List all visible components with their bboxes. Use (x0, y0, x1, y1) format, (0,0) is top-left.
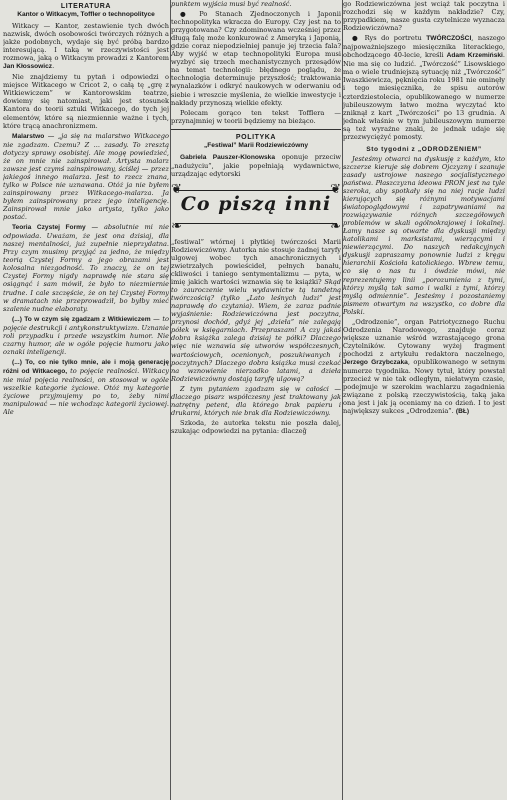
ornament-icon: ❦ (171, 181, 182, 197)
author-name: Adam Krzemiński (446, 52, 503, 60)
column-right (343, 0, 505, 800)
quote-paragraph: Jesteśmy otwarci na dyskusję z każdym, kto szczerze kieruje się dobrem Ojczyzny i szanuje zasady ustrojowe naszego socjalistycznego państwa. Płaszczyzna ideowa PRON jest na tyle szeroka, aby spotkały się na niej racje ludzi kierujących się różnymi motywacjami światopoglądowymi i zapatrywaniami na rozwiązywanie różnych szczegółowych problemów w skali ogólnokrajowej i lokalnej. Łamy nasze są otwarte dla dyskusji między katolikami i marksistami, wierzącymi i niewierzącymi. Do naszych redakcyjnych dyskusji zapraszamy ponownie ludzi z kręgu hierarchii Kościoła katolickiego. Wbrew temu, co się o nas tu i ówdzie mówi, nie reprezentujemy linii „porozumienia z tymi, którzy myślą tak samo i walki z tymi, którzy myślą odmiennie”. Jesteśmy i pozostaniemy pismem otwartym na wszystko, co dobre dla Polski. (343, 154, 505, 316)
ornament-icon: ❧ (330, 218, 341, 234)
author-name: Jan Kłossowicz (3, 63, 53, 71)
paragraph: Szkoda, że autorka tekstu nie poszła dalej, szukając odpowiedzi na pytania: dlaczeĝ (171, 418, 341, 435)
quote-paragraph: punktem wyjścia musi być realność. (171, 0, 292, 8)
paragraph: „Odrodzenie”, organ Patriotycznego Ruchu Odrodzenia Narodowego, znajduje coraz większe uznanie wśród wzrastającego grona Czytelników. Cytowany wyżej fragment pochodzi z artykułu redaktora naczelnego, Jerzego Grzybczaka, opublikowanego w setnym numerze tygodnika. Nowy tytuł, który powstał przecież w nie tak odległym, niełatwym czasie, podejmuje w szerokim wachlarzu zagadnienia związane z polską rzeczywistością, taką jaka ona jest i jak ją oceniamy na co dzień. I to jest największy sukces „Odrodzenia”. (BŁ) (343, 317, 505, 416)
author-name: Jerzego Grzybczaka (343, 358, 408, 366)
bullet-icon: ● (180, 10, 192, 19)
paragraph: Polecam gorąco ten tekst Tofflera — przynajmniej w teorii będziemy na bieżąco. (171, 108, 341, 125)
article-subtitle: „Festiwal” Marii Rodziewiczówny (203, 141, 309, 149)
paragraph: go Rodziewiczówna jest wciąż tak poczytna i rozchodzi się w każdym nakładzie? Czy, przypadkiem, nasze gusta czytelnicze wyznacza Rodziewiczówna? (343, 0, 505, 33)
quote-paragraph: Teoria Czystej Formy — absolutnie mi nie odpowiada. Uważam, że jest ona dzisiaj, dla naszej mentalności, już zupełnie nieprzydatna. Przy czym musimy przyjąć za jedno, że między teorią Czystej Formy a jego obrazami jest kolosalna niezgodność. To znaczy, że on tej Czystej Formy nigdy naprawdę nie stara się osiągnąć i sam mówił, że było to niezmiernie trudne. I cale szczęście, że on tej Czystej Formy w dramatach nie przeprowadził, bo byłby mieć szalenie nudne elaboraty. (3, 223, 169, 313)
section-heading-literatura: LITERATURA (60, 3, 112, 10)
author-name: Gabriela Pauszer-Klonowska (180, 153, 276, 161)
quote-paragraph: Malarstwo — „ja się na malarstwo Witkacego nie zgadzam. Czemu? Z ... zasady. To zresztą dotyczy sprawy osobistej. Ale mogę powiedzieć, że on mnie nie zainspirował. Artysta malarz zawsze jest czymś zainspirowany, ściślej — przez jakiegoś innego malarza. Jest to rzecz znana, tylko w Polsce nie uznawana. Otóż ja nie byłem zainspirowany przez Witkacego-malarza. Ja byłem zainspirowany przez jego inteligencję. Zainspirował mnie jako artysta, tylko jako postać. (3, 131, 169, 222)
ornament-icon: ❦ (330, 181, 341, 197)
bullet-icon: ● (352, 34, 361, 43)
section-rule (171, 129, 341, 130)
paragraph: ● Po Stanach Zjednoczonych i Japonii technopolityka wkracza do Europy. Czy jest na to przygotowana? Czy zdominowana wcześniej przez długą falę może konkurować z Ameryką i Japonią, gdzie coraz niepodzielniej panuje jej trzecia fala? Aby wyjść w etap technopolityki Europa musi wyzbyć się trzech mechanistycznych przesądów na temat technologii: błędnego poglądu, że technologia determinuje przyszłość; traktowania wynalazków i odkryć naukowych w oderwaniu od siebie i wreszcie myślenia, że wielkie inwestycje i nakłady przynoszą wielkie efekty. (171, 10, 341, 107)
paragraph: ● Rys do portretu TWÓRCZOŚCI, naszego najpoważniejszego miesięcznika literackiego, obchodzącego 40-lecie, kreśli Adam Krzemiński. Nie ma się co ludzić. „Twórczość” Lisowskiego ma o wiele trudniejszą sytuację niż „Twórczość” Iwaszkiewicza, pęknięcia roku 1981 nie ominęły i tego miesięcznika, że spisu autorów czterdziestolecia, opublikowanego w numerze jubileuszowym łatwo można wyczytać kto zniknął z kart „Twórczości” po 13 grudnia. A jednak właśnie w tym jubileuszowym numerze są też wyraźne znaki, że jednak udaje się przezwyciężyć pomosty. (343, 34, 505, 141)
quote-paragraph: (...) To w czym się zgadzam z Witkiewiczem — to pojęcie destrukcji i antykonstruktywizm. Uznanie roli przypadku i przede wszystkim humor. Nie czarny humor, ale w ogóle pojęcie humoru jako oznaki inteligencji. (3, 314, 169, 356)
column-middle (171, 0, 341, 800)
section-heading-polityka: POLITYKA (235, 133, 277, 141)
ornament-icon: ❧ (171, 218, 182, 234)
signature: (BŁ) (455, 408, 470, 416)
article-subtitle: Kantor o Witkacym, Toffler o technopolityce (17, 11, 155, 18)
section-heading-odrodzenie: Sto tygodni z „ODRODZENIEM” (366, 145, 482, 153)
banner-title: Co piszą inni (180, 192, 332, 215)
quote-paragraph: Z tym pytaniem zgadzam się w całości — dlaczego pisarz współczesny jest traktowany jak natrętny petent, dla którego brak papieru i drukarni, których nie brak dla Rodziewiczówny. (171, 384, 341, 417)
quote-paragraph: (...) To, co nie tylko mnie, ale i moją generację różni od Witkacego, to pojęcie realności. Witkacy nie miał pojęcia realności, on stosował w ogóle wszelkie kategorie życiowe. Otóż my kategorie życiowe przyjmujemy po to, żeby nimi manipulować — nie wchodząc kategorii życiowej. Ale (3, 358, 169, 417)
paragraph: „festiwal” wtórnej i płytkiej twórczości Marii Rodziewiczówny. Autorka nie stosuje żadnej taryfy ulgowej wobec tych anachronicznych i zwietrzałych powieścideł, pełnych banału, ckliwości i taniego sentymentalizmu — pyta, w imię jakich wartości wznawia się te książki? Skąd to zauroczenie wielu wydawnictw tą tandetną twórczością? (tylko „Lato leśnych ludzi” jest naprawdę do czytania). Wiem, że zaraz padnie wyjaśnienie: Rodziewiczówna jest poczytna, przynosi dochód, gdyż jej „dzieła” nie zalegają półek w księgarniach. Przepraszam! A czy jakaś dobra książka zalega dzisiaj te półki? Dlaczego więc nie wznawia się utworów współczesnych, wartościowych, ocenionych, poszukiwanych i poczytnych? Dlaczego dobra książka musi czekać na wznowienie nierzadko latami, a dzieła Rodziewiczówny dostają taryfę ulgową? (171, 237, 341, 383)
column-literatura (3, 0, 169, 800)
column-banner (171, 181, 341, 234)
paragraph: Gabriela Pauszer-Klonowska oponuje przeciw „nadużyciu”, jakie popełniają wydawnictwe, urządzając edytorski (171, 152, 341, 178)
paragraph: Nie znajdziemy tu pytań i odpowiedzi o miejsce Witkacego w Cricot 2, o całą tę „grę z Witkiewiczem” w Kantorowskim teatrze, dowiemy się natomiast, jaki jest stosunek Kantora do teorii sztuki Witkacego, do tych jej elementów, które są niezmiennie ważne i tych, które trącą anachronizmem. (3, 73, 169, 130)
paragraph: Witkacy — Kantor, zestawienie tych dwóch nazwisk, dwóch osobowości twórczych różnych a jakże podobnych, wydaje się być próbą bardzo interesującą. I taką w rzeczywistości jest rozmowa, jaką o Witkacym prowadzi z Kantorem Jan Kłossowicz. (3, 22, 169, 71)
